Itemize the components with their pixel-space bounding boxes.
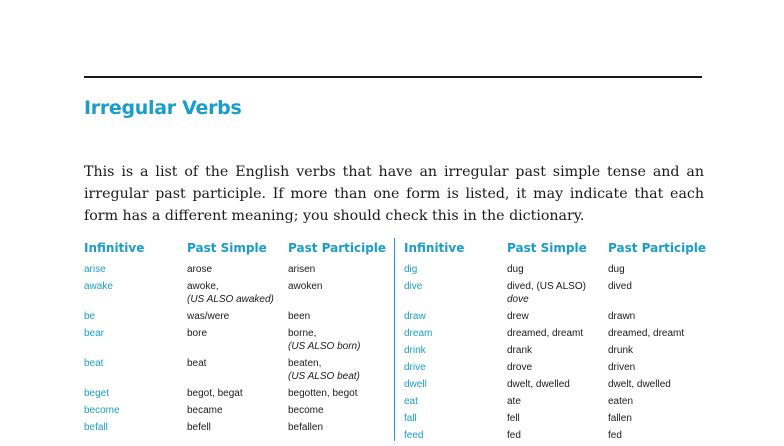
- infinitive-cell: [404, 263, 507, 276]
- past-participle-cell-text: been: [288, 311, 311, 322]
- header-past-participle: Past Participle: [288, 241, 387, 255]
- past-participle-cell: [288, 421, 390, 434]
- infinitive-cell-text: befall: [84, 422, 108, 433]
- past-participle-cell-text: dreamed, dreamt: [608, 328, 685, 339]
- verb-row: [404, 327, 710, 340]
- infinitive-cell-text: become: [84, 405, 120, 416]
- past-participle-cell: [608, 344, 710, 357]
- infinitive-cell: [404, 378, 507, 391]
- verb-row: [84, 404, 390, 417]
- past-participle-cell: [288, 310, 390, 323]
- past-participle-cell: [608, 361, 710, 374]
- past-participle-cell-text: drawn: [608, 311, 636, 322]
- verb-rows-right: [404, 263, 710, 442]
- past-simple-cell-text: dreamed, dreamt: [507, 328, 584, 339]
- past-simple-cell-text: drank: [507, 345, 533, 356]
- past-simple-cell-text: arose: [187, 264, 213, 275]
- infinitive-cell: [404, 280, 507, 306]
- past-simple-cell-text: became: [187, 405, 223, 416]
- verb-column-left: [84, 238, 390, 438]
- past-participle-cell-text: become: [288, 405, 324, 416]
- past-participle-cell: [288, 263, 390, 276]
- past-simple-cell: [507, 429, 608, 442]
- past-simple-cell: [187, 310, 288, 323]
- verb-row: [404, 361, 710, 374]
- past-simple-cell-text: was/were: [187, 311, 230, 322]
- header-infinitive: Infinitive: [404, 241, 465, 255]
- header-infinitive: Infinitive: [84, 241, 145, 255]
- past-simple-cell: [187, 280, 288, 306]
- past-simple-cell: [507, 361, 608, 374]
- past-participle-cell-text: borne,: [288, 328, 317, 339]
- infinitive-cell: [404, 412, 507, 425]
- verb-row: [84, 357, 390, 383]
- past-participle-cell-text: awoken: [288, 281, 323, 292]
- past-simple-cell-note: dove: [507, 294, 529, 305]
- verb-row: [84, 280, 390, 306]
- header-past-participle: Past Participle: [608, 241, 707, 255]
- infinitive-cell: [404, 344, 507, 357]
- infinitive-cell-text: beget: [84, 388, 110, 399]
- past-participle-cell-text: fallen: [608, 413, 632, 424]
- past-participle-cell: [288, 280, 390, 306]
- verb-row: [404, 412, 710, 425]
- verb-column-right: [404, 238, 710, 446]
- verb-row: [404, 344, 710, 357]
- verb-row: [84, 387, 390, 400]
- infinitive-cell: [404, 361, 507, 374]
- past-simple-cell-text: beat: [187, 358, 207, 369]
- past-participle-cell-text: beaten,: [288, 358, 322, 369]
- past-participle-cell: [608, 310, 710, 323]
- past-simple-cell-text: drove: [507, 362, 533, 373]
- past-participle-cell: [608, 395, 710, 408]
- past-simple-cell-text: dived, (US ALSO): [507, 281, 586, 292]
- infinitive-cell: [84, 357, 187, 383]
- past-simple-cell-text: befell: [187, 422, 211, 433]
- header-row: [404, 238, 710, 258]
- past-participle-cell-text: fed: [608, 430, 622, 441]
- infinitive-cell-text: dive: [404, 281, 423, 292]
- infinitive-cell: [84, 327, 187, 353]
- header-row: [84, 238, 390, 258]
- past-simple-cell: [507, 280, 608, 306]
- past-participle-cell: [288, 387, 390, 400]
- verb-row: [404, 263, 710, 276]
- past-participle-cell: [608, 429, 710, 442]
- infinitive-cell: [84, 404, 187, 417]
- intro-paragraph: This is a list of the English verbs that have an irregular past simple tense and an irregular past participle. If more than one form is listed, it may indicate that each form has a different meaning; you should check this in the dictionary.: [84, 164, 704, 224]
- past-simple-cell: [507, 310, 608, 323]
- infinitive-cell-text: drive: [404, 362, 426, 373]
- past-participle-cell-text: dwelt, dwelled: [608, 379, 671, 390]
- past-participle-cell: [608, 378, 710, 391]
- past-simple-cell-text: bore: [187, 328, 208, 339]
- past-participle-cell: [288, 327, 390, 353]
- infinitive-cell-text: fall: [404, 413, 417, 424]
- past-simple-cell-text: dwelt, dwelled: [507, 379, 570, 390]
- infinitive-cell-text: dig: [404, 264, 418, 275]
- past-simple-cell: [507, 412, 608, 425]
- infinitive-cell-text: arise: [84, 264, 106, 275]
- past-participle-cell-text: dived: [608, 281, 632, 292]
- verb-row: [404, 395, 710, 408]
- past-participle-cell-text: eaten: [608, 396, 634, 407]
- verb-row: [404, 378, 710, 391]
- past-simple-cell: [187, 327, 288, 353]
- infinitive-cell: [404, 429, 507, 442]
- past-participle-cell: [608, 280, 710, 306]
- past-participle-cell: [608, 327, 710, 340]
- past-simple-cell-text: fed: [507, 430, 521, 441]
- header-past-simple: Past Simple: [187, 241, 267, 255]
- page-title: Irregular Verbs: [84, 97, 242, 119]
- past-simple-cell-note: (US ALSO awaked): [187, 294, 274, 305]
- past-participle-cell: [288, 404, 390, 417]
- past-simple-cell: [187, 404, 288, 417]
- infinitive-cell-text: beat: [84, 358, 104, 369]
- infinitive-cell-text: dream: [404, 328, 433, 339]
- infinitive-cell: [84, 310, 187, 323]
- past-simple-cell: [187, 263, 288, 276]
- infinitive-cell-text: draw: [404, 311, 426, 322]
- infinitive-cell-text: drink: [404, 345, 426, 356]
- past-participle-cell-text: driven: [608, 362, 636, 373]
- past-simple-cell-text: ate: [507, 396, 521, 407]
- past-simple-cell-text: dug: [507, 264, 524, 275]
- past-participle-cell-text: drunk: [608, 345, 634, 356]
- past-participle-cell-text: befallen: [288, 422, 324, 433]
- past-simple-cell-text: begot, begat: [187, 388, 243, 399]
- verb-row: [84, 327, 390, 353]
- verb-row: [404, 310, 710, 323]
- verb-rows-left: [84, 263, 390, 434]
- past-simple-cell: [187, 421, 288, 434]
- verb-row: [84, 421, 390, 434]
- infinitive-cell-text: eat: [404, 396, 418, 407]
- past-simple-cell: [507, 344, 608, 357]
- past-participle-cell: [288, 357, 390, 383]
- past-simple-cell: [507, 263, 608, 276]
- verb-row: [404, 429, 710, 442]
- infinitive-cell-text: be: [84, 311, 96, 322]
- header-past-simple: Past Simple: [507, 241, 587, 255]
- past-simple-cell: [187, 387, 288, 400]
- past-simple-cell-text: awoke,: [187, 281, 219, 292]
- past-simple-cell-text: fell: [507, 413, 520, 424]
- infinitive-cell-text: bear: [84, 328, 105, 339]
- top-rule: [84, 76, 702, 78]
- past-participle-cell-note: (US ALSO beat): [288, 371, 360, 382]
- column-divider: [394, 238, 395, 441]
- past-simple-cell: [507, 327, 608, 340]
- past-participle-cell-text: dug: [608, 264, 625, 275]
- infinitive-cell: [404, 327, 507, 340]
- past-simple-cell-text: drew: [507, 311, 529, 322]
- infinitive-cell: [84, 421, 187, 434]
- infinitive-cell-text: feed: [404, 430, 424, 441]
- past-simple-cell: [507, 378, 608, 391]
- past-participle-cell-note: (US ALSO born): [288, 341, 361, 352]
- past-simple-cell: [507, 395, 608, 408]
- infinitive-cell: [84, 387, 187, 400]
- past-participle-cell-text: begotten, begot: [288, 388, 358, 399]
- infinitive-cell: [404, 310, 507, 323]
- past-simple-cell: [187, 357, 288, 383]
- verb-row: [404, 280, 710, 306]
- infinitive-cell: [84, 263, 187, 276]
- infinitive-cell-text: dwell: [404, 379, 427, 390]
- past-participle-cell-text: arisen: [288, 264, 316, 275]
- infinitive-cell-text: awake: [84, 281, 113, 292]
- infinitive-cell: [404, 395, 507, 408]
- past-participle-cell: [608, 263, 710, 276]
- verb-row: [84, 310, 390, 323]
- infinitive-cell: [84, 280, 187, 306]
- verb-row: [84, 263, 390, 276]
- past-participle-cell: [608, 412, 710, 425]
